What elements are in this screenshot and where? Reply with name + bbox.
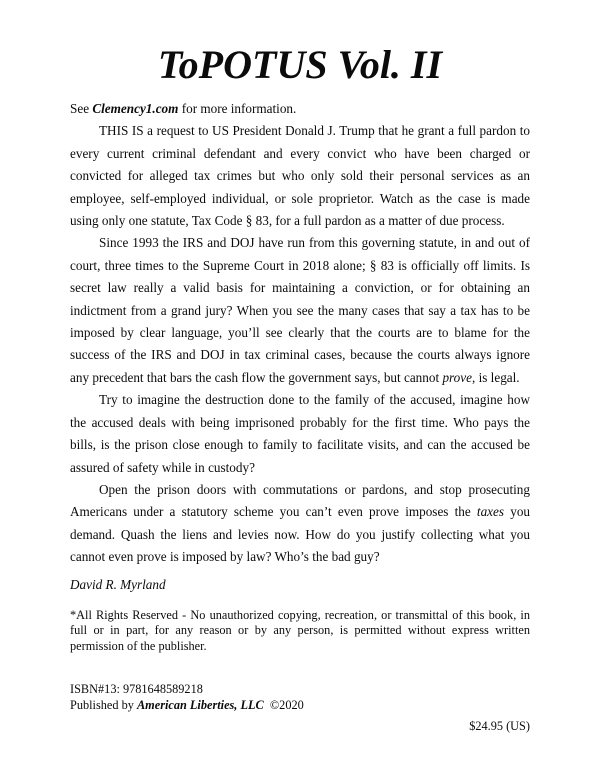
text-run: Published by xyxy=(70,698,137,712)
text-run: Since 1993 the IRS and DOJ have run from this governing statute, in and out of court, three times to the Supreme Court in 2018 alone; § 83 is officially off limits. Is secret law really a valid basis for maintaining a conviction, or for obtaining an indictment from a grand jury? When you see the many cases that say a tax has to be imposed by clear language, you’ll see clearly that the courts are to blame for the success of the IRS and DOJ in tax criminal cases, because the courts always ignore any precedent that bars the cash flow the government says, but cannot xyxy=(70,235,530,385)
imprint-block xyxy=(70,681,530,714)
text-run: for more information. xyxy=(178,101,297,116)
body-paragraph xyxy=(70,120,530,232)
emphasized-text: prove xyxy=(442,369,472,385)
text-run: you demand. Quash the liens and levies now. How do you justify collecting what you cannot even prove is imposed by law? Who’s the bad guy? xyxy=(70,504,530,565)
price: $24.95 (US) xyxy=(469,718,530,733)
text-run: Try to imagine the destruction done to the family of the accused, imagine how the accused deals with being imprisoned probably for the first time. Who pays the bills, is the prison close enough to family to facilitate visits, and can the accused be assured of safety while in custody? xyxy=(70,392,530,475)
author-signature: David R. Myrland xyxy=(70,576,166,592)
emphasized-text: Clemency1.com xyxy=(92,101,179,116)
body-paragraph xyxy=(70,389,530,479)
body-text-block xyxy=(70,98,530,569)
publisher-line xyxy=(70,697,530,714)
rights-notice: *All Rights Reserved - No unauthorized copying, recreation, or transmittal of this book, in full or in part, for any reason or by any person, is permitted without express written permission of the publisher. xyxy=(70,607,530,653)
isbn-line: ISBN#13: 9781648589218 xyxy=(70,681,203,696)
text-run: See xyxy=(70,101,93,116)
text-run: ©2020 xyxy=(263,698,304,712)
body-paragraph xyxy=(70,232,530,389)
book-title: ToPOTUS Vol. II xyxy=(157,42,443,87)
intro-line xyxy=(70,98,530,120)
body-paragraph xyxy=(70,479,530,569)
text-run: , is legal. xyxy=(471,369,520,385)
text-run: Open the prison doors with commutations or pardons, and stop prosecuting Americans under a statutory scheme you can’t even prove imposes the xyxy=(70,481,530,520)
text-run: THIS IS a request to US President Donald J. Trump that he grant a full pardon to every current criminal defendant and every convict who have been charged or convicted for alleged tax crimes but who only sold their personal services as an employee, self-employed individual, or sole proprietor. Watch as the case is made using only one statute, Tax Code § 83, for a full pardon as a matter of due process. xyxy=(70,123,530,229)
emphasized-text: American Liberties, LLC xyxy=(136,698,264,712)
emphasized-text: taxes xyxy=(476,504,505,520)
